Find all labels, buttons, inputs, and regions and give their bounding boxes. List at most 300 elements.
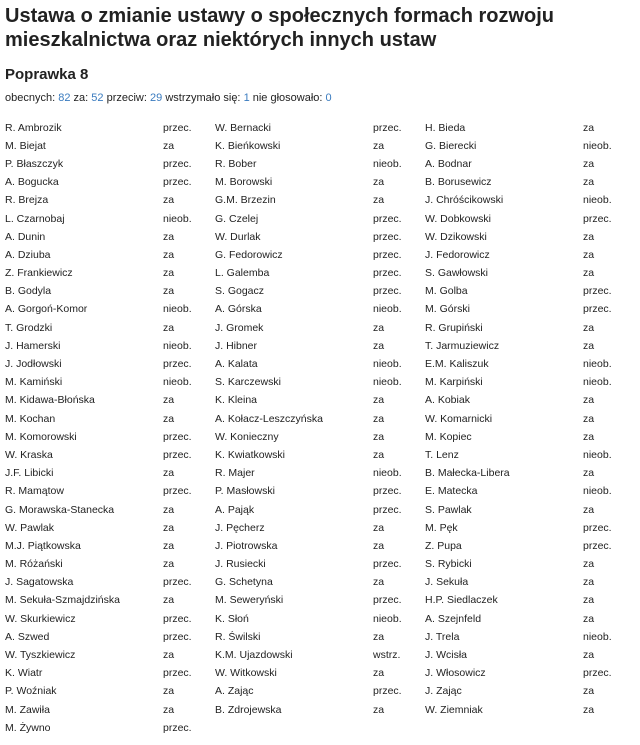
senator-vote: przec. (583, 303, 612, 316)
senator-name: G. Fedorowicz (215, 248, 283, 261)
senator-name: G. Morawska-Stanecka (5, 503, 115, 516)
senator-name: M. Różański (5, 558, 63, 571)
senator-vote: za (583, 558, 595, 571)
senator-vote-row (425, 628, 640, 646)
senator-name: M. Golba (425, 285, 468, 298)
senator-name: K.M. Ujazdowski (215, 649, 293, 662)
senator-name: M. Kidawa-Błońska (5, 394, 95, 407)
senator-vote: przec. (163, 630, 192, 643)
senator-vote: wstrz. (373, 649, 401, 662)
senator-name: P. Błaszczyk (5, 157, 64, 170)
senator-vote-row (215, 392, 425, 410)
senator-name: K. Słoń (215, 612, 249, 625)
senator-name: J.F. Libicki (5, 467, 54, 480)
senator-vote: nieob. (373, 157, 402, 170)
votes-column-2 (215, 119, 425, 737)
senator-vote-row (425, 319, 640, 337)
senator-name: S. Gawłowski (425, 267, 489, 280)
senator-vote-row (425, 374, 640, 392)
senator-vote-row (5, 301, 215, 319)
senator-name: L. Galemba (215, 267, 270, 280)
senator-vote-row (215, 646, 425, 664)
senator-vote-row (215, 628, 425, 646)
not-voted-label: nie głosowało: (252, 92, 323, 104)
senator-vote-row (425, 283, 640, 301)
present-count: 82 (58, 92, 71, 104)
senator-vote-row (5, 337, 215, 355)
senator-name: W. Skurkiewicz (5, 612, 76, 625)
senator-name: J. Trela (425, 630, 460, 643)
senator-vote-row (5, 556, 215, 574)
senator-vote: przec. (373, 121, 402, 134)
senator-vote-row (5, 483, 215, 501)
senator-vote: za (583, 157, 595, 170)
senator-vote: za (163, 558, 175, 571)
senator-name: B. Zdrojewska (215, 703, 282, 716)
senator-vote-row (5, 465, 215, 483)
senator-vote: za (583, 503, 595, 516)
senator-vote-row (5, 210, 215, 228)
senator-vote: przec. (373, 248, 402, 261)
senator-name: W. Witkowski (215, 667, 277, 680)
senator-name: M. Kochan (5, 412, 56, 425)
senator-vote: przec. (373, 267, 402, 280)
senator-vote-row (425, 301, 640, 319)
senator-vote-row (5, 319, 215, 337)
senator-name: Z. Pupa (425, 539, 462, 552)
senator-name: M.J. Piątkowska (5, 539, 81, 552)
senator-vote-row (5, 719, 215, 737)
senator-vote: za (583, 321, 595, 334)
senator-vote-row (425, 119, 640, 137)
senator-vote-row (425, 210, 640, 228)
against-label: przeciw: (106, 92, 147, 104)
senator-vote: za (583, 176, 595, 189)
senator-name: G.M. Brzezin (215, 194, 276, 207)
senator-name: A. Bogucka (5, 176, 59, 189)
senator-vote: przec. (163, 157, 192, 170)
senator-vote-row (215, 374, 425, 392)
senator-name: P. Woźniak (5, 685, 57, 698)
senator-name: W. Dobkowski (425, 212, 491, 225)
vote-summary (5, 91, 640, 105)
senator-vote-row (425, 501, 640, 519)
abstained-count: 1 (243, 92, 250, 104)
senator-name: G. Schetyna (215, 576, 273, 589)
senator-vote-row (215, 355, 425, 373)
senator-vote: za (583, 339, 595, 352)
senator-name: K. Kleina (215, 394, 258, 407)
senator-vote: za (373, 412, 385, 425)
senator-vote: nieob. (583, 194, 612, 207)
senator-vote: za (373, 176, 385, 189)
senator-vote: nieob. (583, 448, 612, 461)
senator-name: B. Małecka-Libera (425, 467, 510, 480)
senator-name: A. Zając (215, 685, 254, 698)
senator-vote-row (215, 137, 425, 155)
senator-vote-row (5, 446, 215, 464)
senator-name: Z. Frankiewicz (5, 267, 73, 280)
senator-name: A. Kołacz-Leszczyńska (215, 412, 323, 425)
senator-vote: za (583, 430, 595, 443)
senator-vote: przec. (163, 430, 192, 443)
senator-vote-row (425, 192, 640, 210)
senator-vote-row (215, 465, 425, 483)
senator-name: W. Tyszkiewicz (5, 649, 76, 662)
senator-vote: za (583, 394, 595, 407)
senator-name: B. Borusewicz (425, 176, 492, 189)
senator-vote-row (425, 265, 640, 283)
senator-name: E.M. Kaliszuk (425, 358, 489, 371)
senator-vote-row (215, 246, 425, 264)
present-label: obecnych: (5, 92, 56, 104)
senator-vote: za (583, 267, 595, 280)
senator-vote: przec. (373, 685, 402, 698)
senator-vote: za (373, 430, 385, 443)
senator-vote-row (425, 646, 640, 664)
senator-vote-row (215, 519, 425, 537)
senator-name: W. Bernacki (215, 121, 272, 134)
senator-name: K. Bieńkowski (215, 139, 281, 152)
senator-name: A. Szejnfeld (425, 612, 482, 625)
senator-name: A. Dunin (5, 230, 46, 243)
senator-name: J. Hibner (215, 339, 258, 352)
senator-vote: za (163, 139, 175, 152)
senator-vote-row (215, 683, 425, 701)
senator-name: W. Dzikowski (425, 230, 487, 243)
senator-name: T. Jarmuziewicz (425, 339, 500, 352)
senator-vote-row (425, 574, 640, 592)
votes-grid (5, 119, 640, 737)
votes-column-1 (5, 119, 215, 737)
senator-vote: nieob. (583, 358, 612, 371)
senator-name: M. Pęk (425, 521, 458, 534)
senator-vote-row (5, 265, 215, 283)
senator-vote-row (5, 628, 215, 646)
senator-vote: za (373, 339, 385, 352)
senator-name: J. Chróścikowski (425, 194, 504, 207)
senator-name: H.P. Siedlaczek (425, 594, 498, 607)
senator-vote-row (425, 392, 640, 410)
senator-vote: przec. (583, 521, 612, 534)
senator-vote-row (215, 610, 425, 628)
senator-vote-row (5, 665, 215, 683)
senator-name: B. Godyla (5, 285, 52, 298)
senator-vote-row (215, 301, 425, 319)
senator-vote: za (373, 667, 385, 680)
senator-name: R. Ambrozik (5, 121, 62, 134)
senator-vote: za (583, 412, 595, 425)
senator-vote: za (583, 685, 595, 698)
senator-name: A. Gorgoń-Komor (5, 303, 88, 316)
senator-vote-row (5, 701, 215, 719)
senator-vote-row (5, 246, 215, 264)
senator-vote-row (5, 119, 215, 137)
senator-vote: przec. (373, 594, 402, 607)
for-count: 52 (91, 92, 104, 104)
senator-name: J. Sekuła (425, 576, 469, 589)
senator-name: J. Gromek (215, 321, 264, 334)
senator-vote: za (163, 248, 175, 261)
senator-vote: przec. (583, 285, 612, 298)
senator-vote-row (425, 228, 640, 246)
senator-vote: nieob. (373, 612, 402, 625)
senator-vote: za (163, 539, 175, 552)
senator-vote-row (5, 592, 215, 610)
senator-vote: nieob. (583, 376, 612, 389)
senator-name: M. Kopiec (425, 430, 472, 443)
senator-vote-row (5, 410, 215, 428)
senator-vote: nieob. (373, 358, 402, 371)
senator-name: M. Górski (425, 303, 470, 316)
senator-name: W. Ziemniak (425, 703, 483, 716)
senator-name: J. Wcisła (425, 649, 467, 662)
senator-vote-row (425, 428, 640, 446)
senator-vote: za (163, 394, 175, 407)
senator-vote: za (163, 285, 175, 298)
senator-name: G. Czelej (215, 212, 259, 225)
senator-name: J. Włosowicz (425, 667, 486, 680)
senator-vote-row (425, 556, 640, 574)
senator-name: S. Gogacz (215, 285, 265, 298)
senator-name: R. Brejza (5, 194, 49, 207)
senator-vote-row (215, 701, 425, 719)
senator-vote: przec. (163, 721, 192, 734)
senator-vote-row (5, 646, 215, 664)
senator-name: G. Bierecki (425, 139, 477, 152)
senator-name: A. Górska (215, 303, 262, 316)
senator-name: T. Lenz (425, 448, 459, 461)
senator-vote: przec. (163, 667, 192, 680)
senator-vote-row (215, 119, 425, 137)
senator-vote: przec. (163, 358, 192, 371)
senator-vote-row (5, 683, 215, 701)
senator-vote: przec. (373, 230, 402, 243)
senator-vote: za (373, 321, 385, 334)
senator-vote: przec. (163, 612, 192, 625)
senator-vote: za (163, 521, 175, 534)
senator-vote: za (163, 685, 175, 698)
for-label: za: (73, 92, 89, 104)
senator-vote: za (163, 649, 175, 662)
senator-vote-row (5, 537, 215, 555)
senator-vote: za (373, 630, 385, 643)
senator-vote: przec. (373, 285, 402, 298)
senator-vote-row (5, 174, 215, 192)
senator-vote-row (425, 465, 640, 483)
senator-vote-row (425, 610, 640, 628)
senator-vote: za (163, 230, 175, 243)
not-voted-count: 0 (325, 92, 332, 104)
senator-name: J. Fedorowicz (425, 248, 490, 261)
senator-vote-row (215, 283, 425, 301)
senator-vote: za (163, 467, 175, 480)
senator-name: A. Bodnar (425, 157, 472, 170)
senator-name: H. Bieda (425, 121, 466, 134)
senator-vote: nieob. (583, 139, 612, 152)
senator-vote: za (583, 576, 595, 589)
senator-vote: nieob. (373, 303, 402, 316)
senator-name: R. Grupiński (425, 321, 483, 334)
senator-vote-row (425, 137, 640, 155)
senator-vote: za (373, 194, 385, 207)
senator-name: J. Rusiecki (215, 558, 266, 571)
senator-vote-row (215, 210, 425, 228)
senator-vote: za (373, 576, 385, 589)
senator-name: P. Masłowski (215, 485, 275, 498)
senator-vote-row (215, 337, 425, 355)
senator-name: E. Matecka (425, 485, 478, 498)
senator-vote: za (373, 139, 385, 152)
senator-vote: nieob. (583, 485, 612, 498)
senator-vote-row (215, 574, 425, 592)
senator-vote-row (425, 519, 640, 537)
senator-vote: za (373, 539, 385, 552)
senator-vote: za (163, 194, 175, 207)
senator-name: W. Durlak (215, 230, 261, 243)
senator-vote: za (583, 649, 595, 662)
senator-vote-row (215, 446, 425, 464)
senator-vote-row (5, 501, 215, 519)
senator-vote: za (163, 321, 175, 334)
senator-vote: przec. (583, 539, 612, 552)
senator-vote-row (425, 355, 640, 373)
senator-name: M. Karpiński (425, 376, 483, 389)
senator-name: R. Mamątow (5, 485, 64, 498)
senator-vote-row (5, 137, 215, 155)
senator-vote-row (215, 174, 425, 192)
senator-vote-row (5, 374, 215, 392)
senator-name: R. Bober (215, 157, 257, 170)
senator-vote-row (425, 483, 640, 501)
senator-vote-row (215, 265, 425, 283)
senator-name: J. Pęcherz (215, 521, 265, 534)
senator-name: A. Dziuba (5, 248, 51, 261)
senator-name: A. Kobiak (425, 394, 470, 407)
senator-vote: za (163, 703, 175, 716)
senator-vote: nieob. (373, 467, 402, 480)
senator-name: K. Kwiatkowski (215, 448, 286, 461)
senator-name: T. Grodzki (5, 321, 53, 334)
senator-vote-row (215, 410, 425, 428)
senator-vote: za (583, 594, 595, 607)
senator-vote-row (425, 537, 640, 555)
senator-vote-row (425, 665, 640, 683)
senator-name: A. Kalata (215, 358, 258, 371)
senator-name: W. Konieczny (215, 430, 279, 443)
senator-vote-row (425, 155, 640, 173)
page-title: Ustawa o zmianie ustawy o społecznych formach rozwoju mieszkalnictwa oraz niektórych innych ustaw (5, 5, 555, 51)
senator-vote-row (425, 683, 640, 701)
senator-name: M. Komorowski (5, 430, 77, 443)
senator-vote: za (163, 594, 175, 607)
senator-name: R. Majer (215, 467, 255, 480)
senator-vote-row (215, 556, 425, 574)
senator-name: J. Piotrowska (215, 539, 278, 552)
senator-name: S. Rybicki (425, 558, 472, 571)
senator-vote-row (5, 355, 215, 373)
senator-name: J. Jodłowski (5, 358, 62, 371)
senator-vote: nieob. (373, 376, 402, 389)
senator-name: M. Borowski (215, 176, 273, 189)
senator-vote-row (5, 574, 215, 592)
senator-vote-row (425, 446, 640, 464)
senator-vote: za (583, 612, 595, 625)
against-count: 29 (150, 92, 163, 104)
senator-vote: za (373, 394, 385, 407)
senator-name: J. Sagatowska (5, 576, 74, 589)
senator-vote: przec. (373, 558, 402, 571)
senator-vote-row (425, 592, 640, 610)
senator-vote-row (215, 665, 425, 683)
senator-name: M. Zawiła (5, 703, 50, 716)
senator-vote: przec. (583, 212, 612, 225)
senator-vote: nieob. (163, 303, 192, 316)
senator-name: R. Świlski (215, 630, 261, 643)
senator-name: S. Pawlak (425, 503, 472, 516)
senator-vote: przec. (163, 576, 192, 589)
senator-name: M. Kamiński (5, 376, 63, 389)
senator-vote: za (583, 230, 595, 243)
senator-vote: za (163, 503, 175, 516)
senator-name: M. Seweryński (215, 594, 284, 607)
senator-vote: za (163, 267, 175, 280)
senator-vote: za (583, 467, 595, 480)
senator-vote-row (215, 483, 425, 501)
senator-name: M. Biejat (5, 139, 46, 152)
senator-vote: przec. (163, 485, 192, 498)
senator-name: W. Komarnicki (425, 412, 493, 425)
senator-vote: za (373, 703, 385, 716)
senator-vote-row (215, 592, 425, 610)
senator-vote-row (425, 246, 640, 264)
senator-vote: przec. (163, 176, 192, 189)
amendment-subtitle: Poprawka 8 (5, 66, 89, 83)
senator-vote: nieob. (583, 630, 612, 643)
senator-vote-row (215, 319, 425, 337)
senator-vote-row (5, 392, 215, 410)
senator-vote-row (425, 337, 640, 355)
senator-vote-row (5, 155, 215, 173)
senator-name: W. Kraska (5, 448, 53, 461)
senator-name: M. Żywno (5, 721, 51, 734)
senator-vote-row (215, 155, 425, 173)
senator-vote-row (425, 410, 640, 428)
senator-vote-row (215, 501, 425, 519)
senator-vote: nieob. (163, 376, 192, 389)
senator-vote: za (583, 121, 595, 134)
senator-vote-row (425, 174, 640, 192)
senator-vote: przec. (163, 121, 192, 134)
senator-vote: za (583, 248, 595, 261)
senator-vote: nieob. (163, 212, 192, 225)
senator-vote: za (373, 448, 385, 461)
senator-vote-row (5, 610, 215, 628)
senator-name: W. Pawlak (5, 521, 55, 534)
senator-vote: przec. (373, 503, 402, 516)
senator-vote: przec. (583, 667, 612, 680)
senator-name: S. Karczewski (215, 376, 281, 389)
senator-vote-row (5, 283, 215, 301)
senator-vote: za (373, 521, 385, 534)
senator-name: M. Sekuła-Szmajdzińska (5, 594, 120, 607)
senator-name: J. Hamerski (5, 339, 61, 352)
senator-vote-row (5, 228, 215, 246)
senator-vote-row (215, 428, 425, 446)
senator-name: L. Czarnobaj (5, 212, 65, 225)
senator-vote-row (5, 519, 215, 537)
senator-vote-row (5, 428, 215, 446)
